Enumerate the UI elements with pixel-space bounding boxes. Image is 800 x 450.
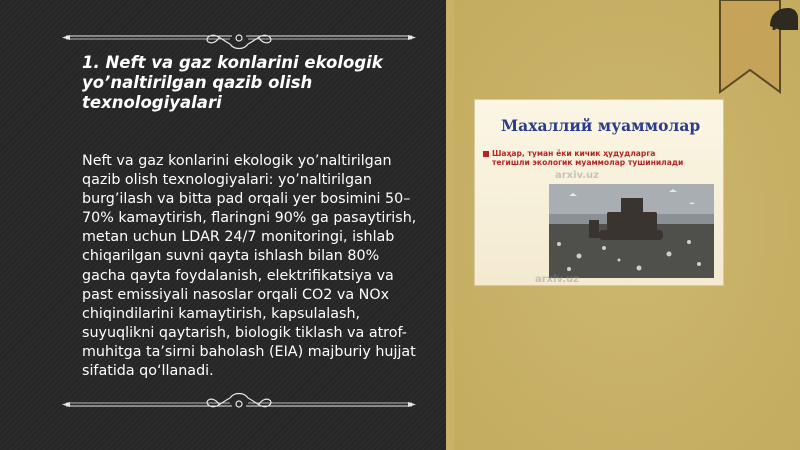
slide-title: 1. Neft va gaz konlarini ekologik yo’naltirilgan qazib olish texnologiyalari [82, 53, 383, 112]
landfill-bulldozer-photo [549, 184, 714, 278]
thumbnail-watermark-top: arxiv.uz [555, 170, 599, 181]
thumbnail-bullet-text: Шаҳар, туман ёки кичик ҳудудларга тегишли экологик муаммолар тушинилади [492, 149, 684, 167]
bullet-icon [483, 151, 489, 157]
bottom-ornament-divider [62, 390, 416, 412]
slide-thumbnail-image [474, 99, 724, 286]
bookmark-ribbon-icon [718, 0, 798, 100]
slide-body-text: Neft va gaz konlarini ekologik yo’naltirilgan qazib olish texnologiyalari: yo’naltirilgan burg’ilash va bitta pad orqali yer bosimini 50–70% kamaytirish, flaringni 90% ga pasaytirish, metan uchun LDAR 24/7 monitoringi, ishlab chiqarilgan suvni qayta ishlash bilan 80% gacha qayta foydalanish, elektrifikatsiya va past emissiyali nasoslar orqali CO2 va NOx chiqindilarini kamaytirish, kapsulalash, suyuqlikni qaytarish, biologik tiklash va atrof-muhitga ta’sirni baholash (EIA) majburiy hujjat sifatida qo‘llanadi. [82, 153, 417, 380]
top-ornament-divider [62, 30, 416, 52]
thumbnail-title: Махаллий муаммолар [501, 116, 701, 135]
thumbnail-watermark-bottom: arxiv.uz [535, 274, 579, 285]
